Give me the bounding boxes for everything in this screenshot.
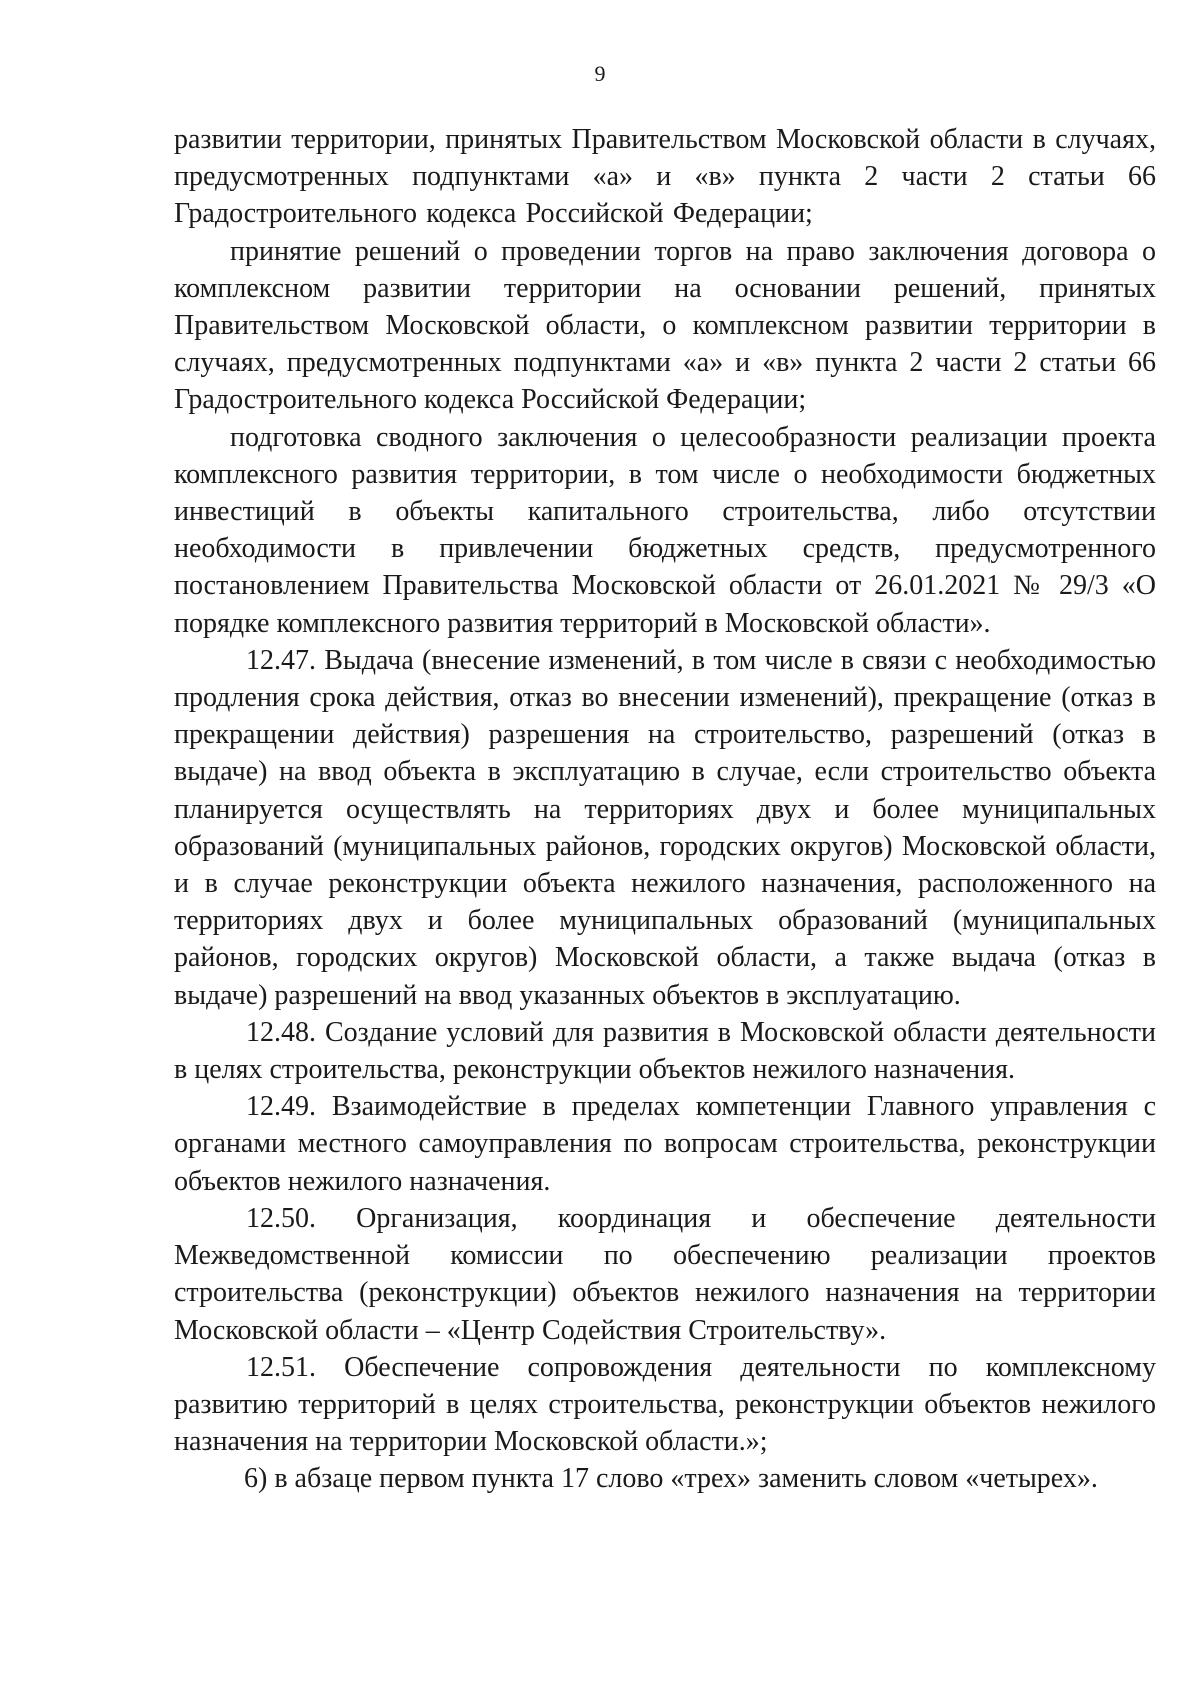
paragraph-summary-conclusion: подготовка сводного заключения о целесообразности реализации проекта комплексного развития территории, в том числе о необходимости бюджетных инвестиций в объекты капитального строительства, либо отсутствии необходимости в привлечении бюджетных средств, предусмотренного постановлением Правительства Московской области от 26.01.2021 № 29/3 «О порядке комплексного развития территорий в Московской области».	[174, 421, 1156, 639]
paragraph-12-50: 12.50. Организация, координация и обеспечение деятельности Межведомственной комиссии по обеспечению реализации проектов строительства (реконструкции) объектов нежилого назначения на территории Московской области – «Центр Содействия Строительству».	[174, 1202, 1156, 1346]
paragraph-12-48: 12.48. Создание условий для развития в Московской области деятельности в целях строительства, реконструкции объектов нежилого назначения.	[174, 1016, 1156, 1086]
page-number: 9	[594, 61, 606, 86]
document-body	[174, 121, 1156, 1498]
paragraph-12-47: 12.47. Выдача (внесение изменений, в том числе в связи с необходимостью продления срока действия, отказ во внесении изменений), прекращение (отказ в прекращении действия) разрешения на строительство, разрешений (отказ в выдаче) на ввод объекта в эксплуатацию в случае, если строительство объекта планируется осуществлять на территориях двух и более муниципальных образований (муниципальных районов, городских округов) Московской области, и в случае реконструкции объекта нежилого назначения, расположенного на территориях двух и более муниципальных образований (муниципальных районов, городских округов) Московской области, а также выдача (отказ в выдаче) разрешений на ввод указанных объектов в эксплуатацию.	[174, 644, 1156, 1011]
paragraph-item-6: 6) в абзаце первом пункта 17 слово «трех» заменить словом «четырех».	[244, 1463, 1098, 1495]
paragraph-12-51: 12.51. Обеспечение сопровождения деятельности по комплексному развитию территорий в целях строительства, реконструкции объектов нежилого назначения на территории Московской области.»;	[174, 1351, 1156, 1458]
paragraph-tender-decisions: принятие решений о проведении торгов на право заключения договора о комплексном развитии территории на основании решений, принятых Правительством Московской области, о комплексном развитии территории в случаях, предусмотренных подпунктами «а» и «в» пункта 2 части 2 статьи 66 Градостроительного кодекса Российской Федерации;	[174, 235, 1156, 416]
paragraph-continuation: развитии территории, принятых Правительством Московской области в случаях, предусмотренных подпунктами «а» и «в» пункта 2 части 2 статьи 66 Градостроительного кодекса Российской Федерации;	[174, 124, 1156, 230]
paragraph-12-49: 12.49. Взаимодействие в пределах компетенции Главного управления с органами местного самоуправления по вопросам строительства, реконструкции объектов нежилого назначения.	[174, 1091, 1156, 1197]
